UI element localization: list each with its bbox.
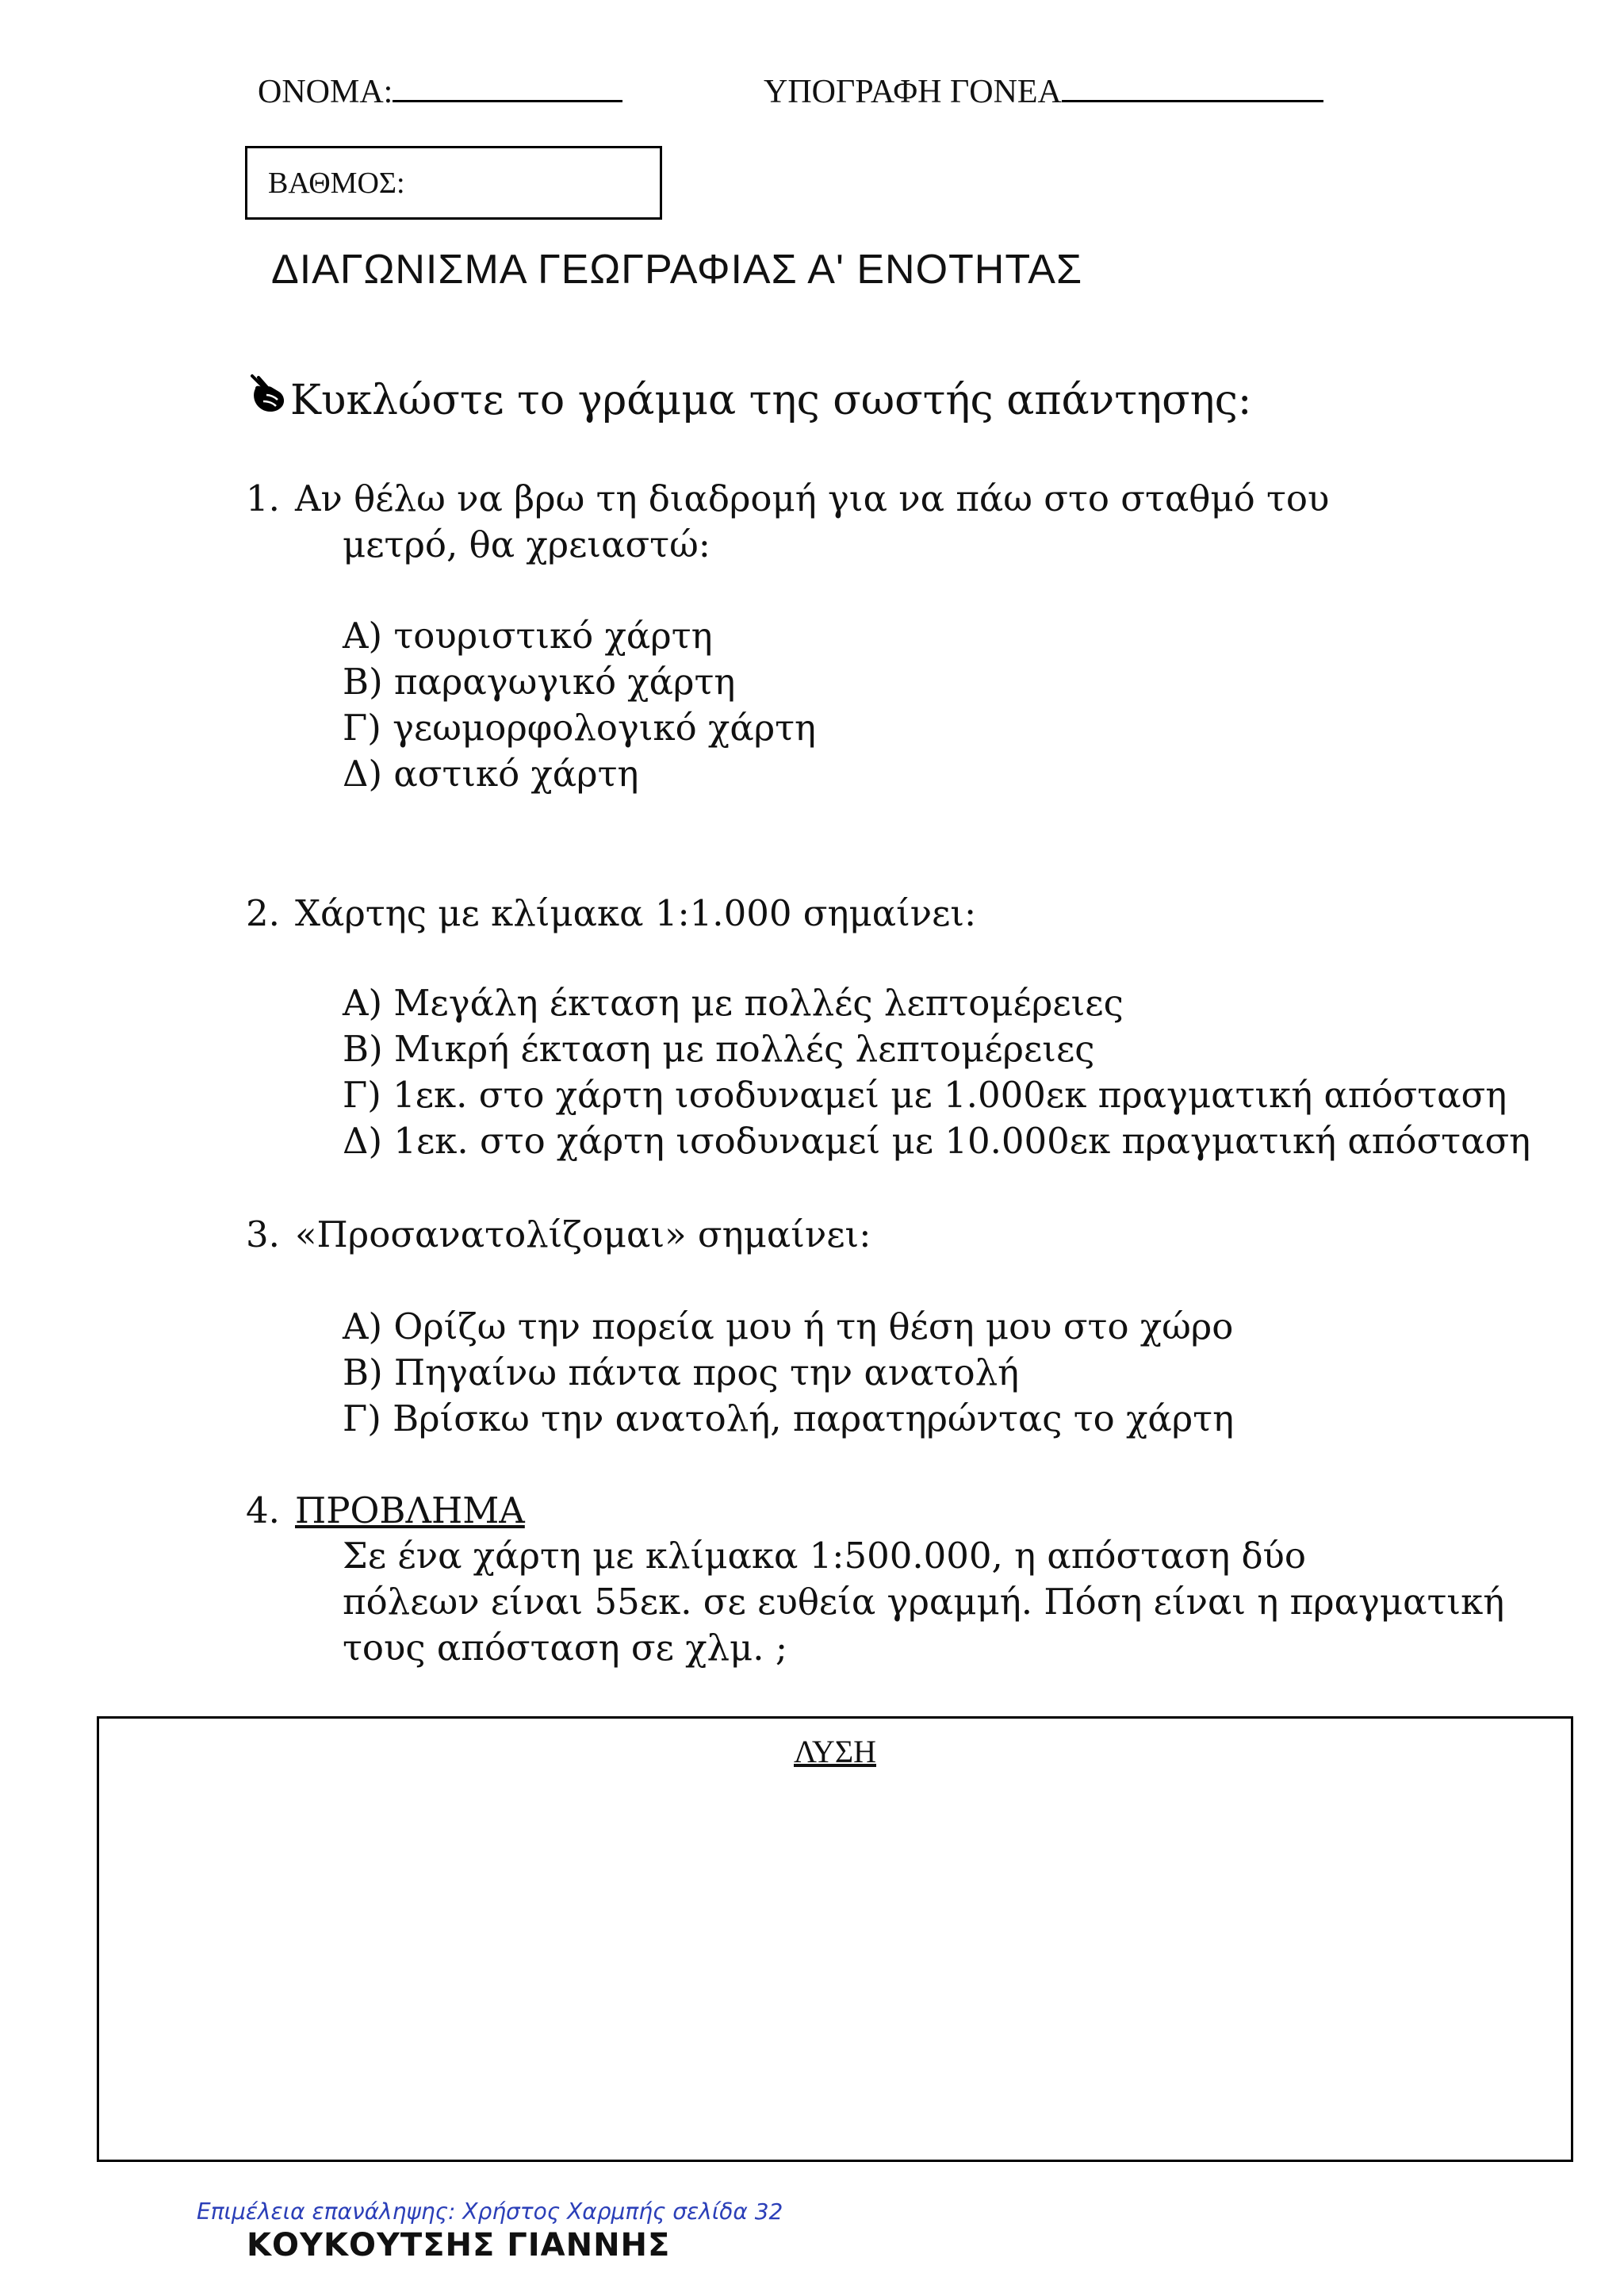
answer-label: ΛΥΣΗ (794, 1734, 876, 1769)
option-a[interactable]: Α) Ορίζω την πορεία μου ή τη θέση μου στο χώρο (343, 1305, 1234, 1347)
footer-author: ΚΟΥΚΟΥΤΣΗΣ ΓΙΑΝΝΗΣ (247, 2227, 671, 2263)
option-c[interactable]: Γ) γεωμορφολογικό χάρτη (343, 707, 817, 749)
pointing-hand-icon (247, 371, 289, 417)
option-d[interactable]: Δ) 1εκ. στο χάρτη ισοδυναμεί με 10.000εκ πραγματική απόσταση (343, 1120, 1531, 1162)
parent-signature-label: ΥΠΟΓΡΑΦΗ ΓΟΝΕΑ (764, 74, 1062, 110)
question-text-line: Αν θέλω να βρω τη διαδρομή για να πάω στο σταθμό του (295, 477, 1330, 519)
question-number: 1. (246, 477, 280, 519)
signature-blank-line (1062, 73, 1323, 102)
question-number: 2. (246, 892, 280, 934)
option-a[interactable]: Α) τουριστικό χάρτη (343, 615, 713, 657)
option-c[interactable]: Γ) 1εκ. στο χάρτη ισοδυναμεί με 1.000εκ πραγματική απόσταση (343, 1074, 1507, 1116)
option-b[interactable]: Β) Πηγαίνω πάντα προς την ανατολή (343, 1351, 1020, 1393)
option-c[interactable]: Γ) Βρίσκω την ανατολή, παρατηρώντας το χάρτη (343, 1397, 1235, 1439)
option-b[interactable]: Β) Μικρή έκταση με πολλές λεπτομέρειες (343, 1028, 1095, 1070)
problem-heading: ΠΡΟΒΛΗΜΑ (295, 1489, 525, 1531)
option-d[interactable]: Δ) αστικό χάρτη (343, 753, 639, 795)
page-title: ΔΙΑΓΩΝΙΣΜΑ ΓΕΩΓΡΑΦΙΑΣ Α' ΕΝΟΤΗΤΑΣ (271, 247, 1083, 293)
question-2 (246, 892, 976, 934)
grade-box (245, 146, 662, 220)
footer-credit: Επιμέλεια επανάληψης: Χρήστος Χαρμπής σελίδα 32 (197, 2198, 783, 2225)
question-text-line: πόλεων είναι 55εκ. σε ευθεία γραμμή. Πόση είναι η πραγματική (343, 1581, 1505, 1623)
question-text-line: «Προσανατολίζομαι» σημαίνει: (295, 1213, 871, 1255)
question-4 (246, 1489, 525, 1531)
name-blank-line (393, 73, 622, 102)
question-text-line: μετρό, θα χρειαστώ: (343, 523, 710, 565)
name-label: ΟΝΟΜΑ: (258, 74, 393, 110)
question-text-line: Σε ένα χάρτη με κλίμακα 1:500.000, η απόσταση δύο (343, 1535, 1306, 1577)
option-b[interactable]: Β) παραγωγικό χάρτη (343, 661, 736, 703)
question-text-line: τους απόσταση σε χλμ. ; (343, 1627, 788, 1669)
instruction-text: Κυκλώστε το γράμμα της σωστής απάντησης: (290, 377, 1252, 424)
question-number: 3. (246, 1213, 280, 1255)
parent-signature-field (764, 73, 1323, 111)
question-text-line: Χάρτης με κλίμακα 1:1.000 σημαίνει: (295, 892, 977, 934)
instruction (247, 371, 1251, 424)
name-field (258, 73, 622, 111)
grade-label: ΒΑΘΜΟΣ: (268, 167, 405, 200)
option-a[interactable]: Α) Μεγάλη έκταση με πολλές λεπτομέρειες (343, 982, 1124, 1024)
question-3 (246, 1213, 871, 1255)
answer-box[interactable] (97, 1716, 1573, 2162)
question-1 (246, 477, 1329, 519)
question-number: 4. (246, 1489, 280, 1531)
